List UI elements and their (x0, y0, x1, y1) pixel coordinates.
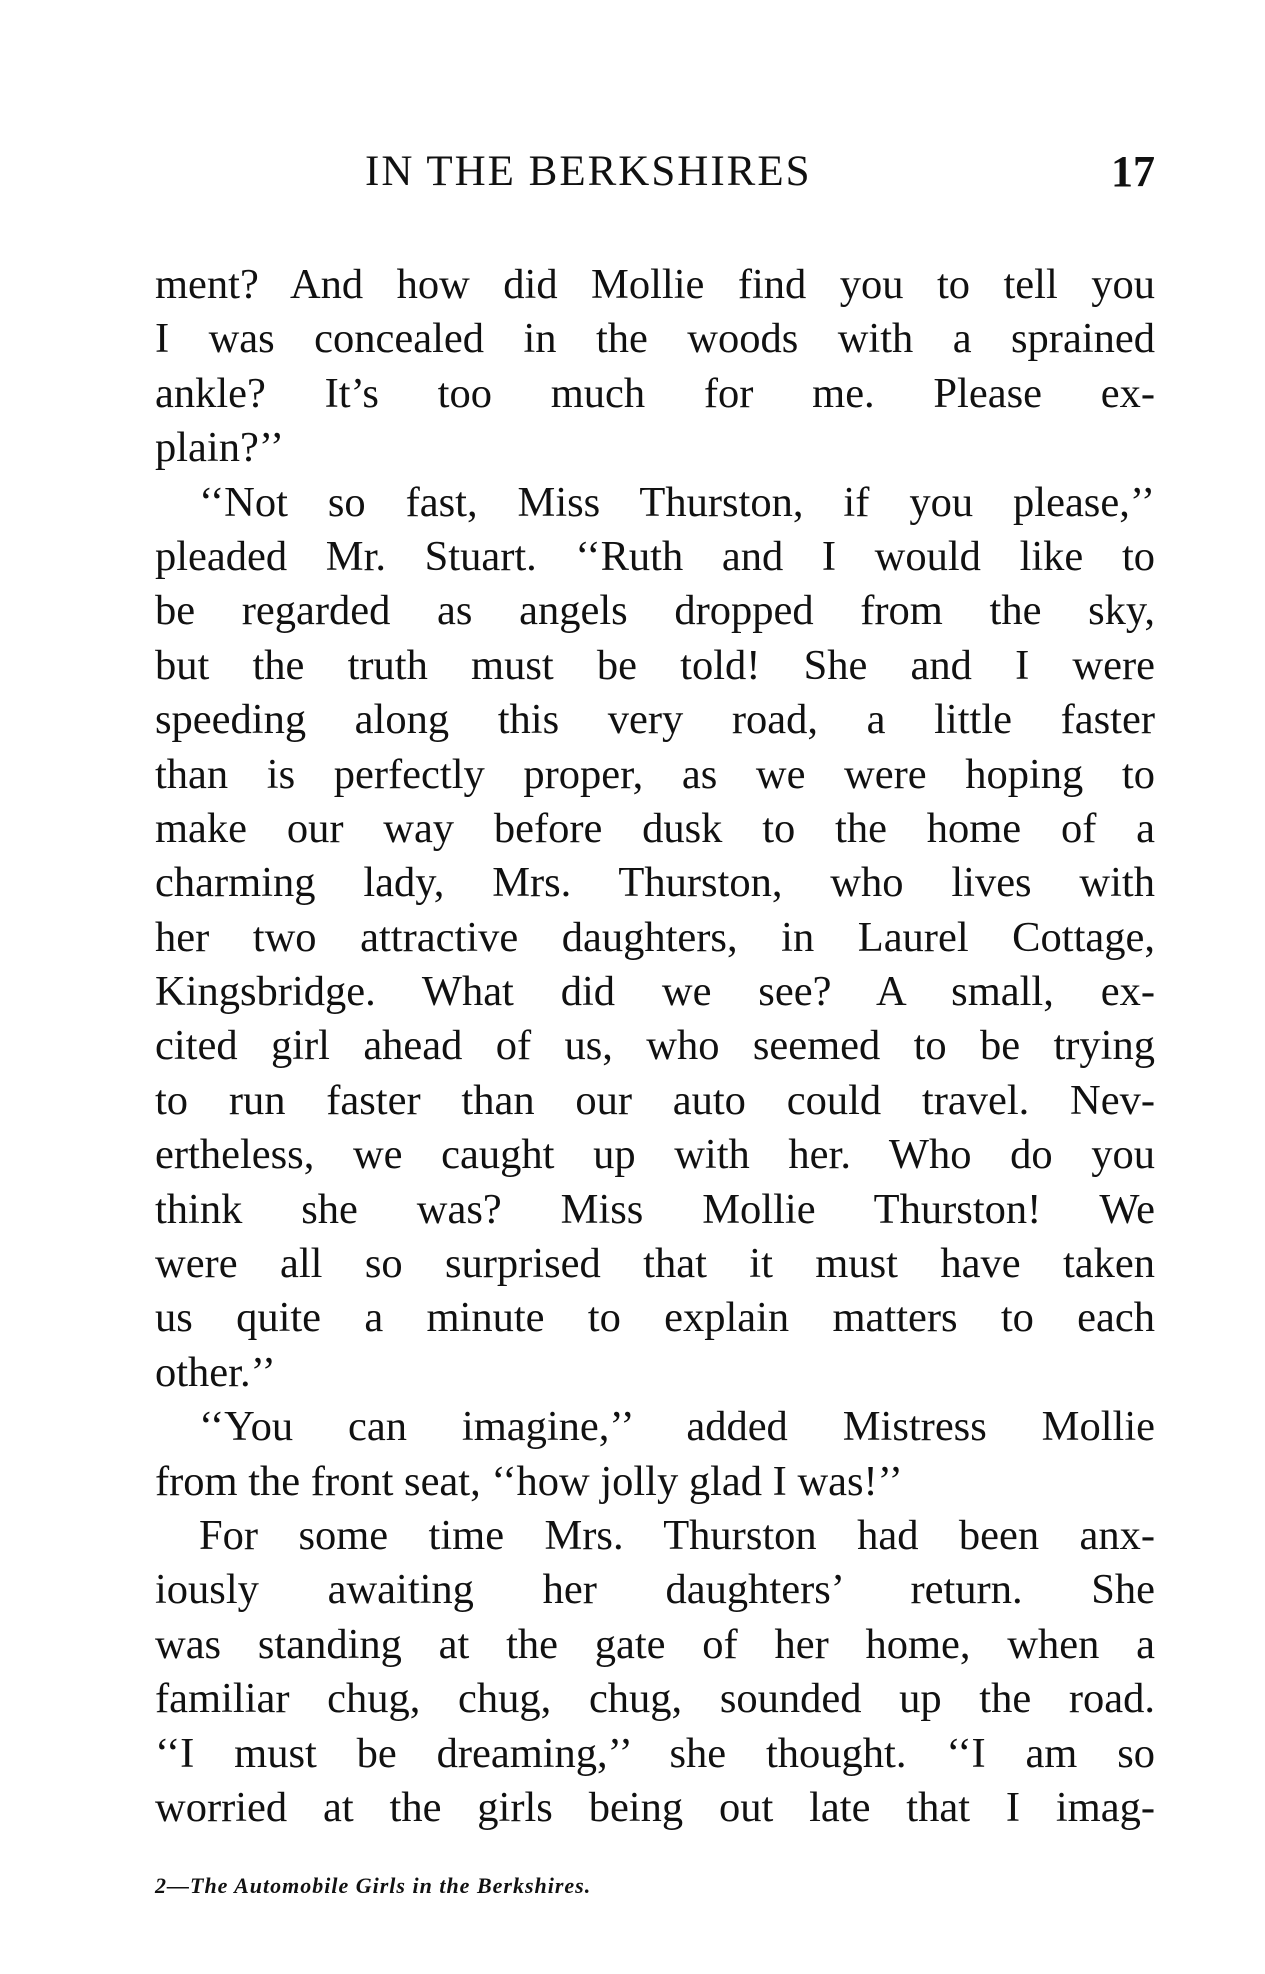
text-line: Kingsbridge. What did we see? A small, ex- (155, 968, 1155, 1016)
text-line: was standing at the gate of her home, when a (155, 1620, 1155, 1668)
running-title: IN THE BERKSHIRES (365, 148, 812, 195)
text-line: think she was? Miss Mollie Thurston! We (155, 1185, 1155, 1233)
text-line: than is perfectly proper, as we were hoping to (155, 750, 1155, 798)
running-head (155, 142, 1155, 202)
text-line: to run faster than our auto could travel. Nev- (155, 1076, 1155, 1124)
body-text (155, 258, 1155, 1835)
text-line: ‘‘Not so fast, Miss Thurston, if you please,’’ (199, 478, 1155, 526)
text-line: iously awaiting her daughters’ return. She (155, 1566, 1155, 1614)
text-line: us quite a minute to explain matters to each (155, 1294, 1155, 1342)
text-line: other.’’ (155, 1348, 276, 1396)
text-line: plain?’’ (155, 424, 284, 472)
text-line: but the truth must be told! She and I were (155, 641, 1155, 689)
text-line: speeding along this very road, a little faster (155, 696, 1155, 744)
text-line: worried at the girls being out late that I imag- (155, 1783, 1155, 1831)
text-line: were all so surprised that it must have taken (155, 1240, 1155, 1288)
text-line: ankle? It’s too much for me. Please ex- (155, 369, 1155, 417)
text-line: pleaded Mr. Stuart. ‘‘Ruth and I would like to (155, 532, 1155, 580)
text-line: I was concealed in the woods with a sprained (155, 315, 1155, 363)
text-line: be regarded as angels dropped from the sky, (155, 587, 1155, 635)
text-line: ment? And how did Mollie find you to tell you (155, 261, 1155, 308)
text-line: make our way before dusk to the home of a (155, 804, 1155, 852)
text-line: charming lady, Mrs. Thurston, who lives with (155, 859, 1155, 907)
text-line: ‘‘I must be dreaming,’’ she thought. ‘‘I am so (155, 1729, 1155, 1777)
text-line: ‘‘You can imagine,’’ added Mistress Mollie (199, 1403, 1155, 1451)
text-line: her two attractive daughters, in Laurel Cottage, (155, 913, 1155, 961)
text-line: For some time Mrs. Thurston had been anx- (199, 1511, 1155, 1559)
footer-signature: 2—The Automobile Girls in the Berkshires. (155, 1873, 592, 1898)
page-number: 17 (1111, 147, 1155, 196)
text-line: familiar chug, chug, chug, sounded up the road. (155, 1675, 1155, 1723)
text-line: ertheless, we caught up with her. Who do you (155, 1131, 1155, 1179)
text-line: cited girl ahead of us, who seemed to be trying (155, 1022, 1155, 1070)
text-line: from the front seat, ‘‘how jolly glad I was!’’ (155, 1457, 903, 1505)
